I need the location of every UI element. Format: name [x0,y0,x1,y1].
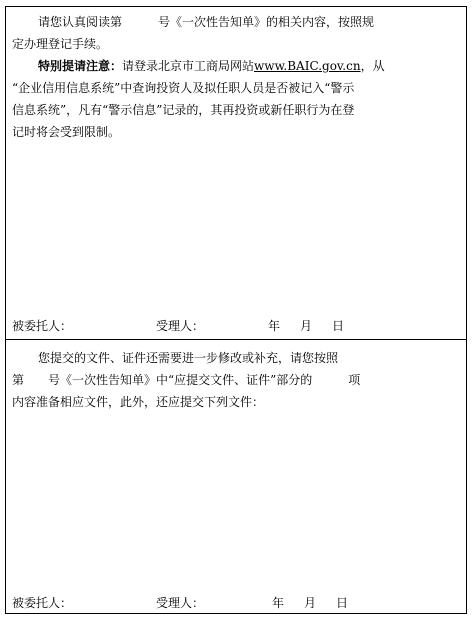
notice-line-6: 记时将会受到限制。 [12,125,121,139]
notice-line-4: “企业信用信息系统”中查询投资人及拟任职人员是否被记入“警示 [12,81,355,95]
supplement-line-3: 内容准备相应文件，此外，还应提交下列文件： [12,395,265,409]
delegate-label-2: 被委托人： [12,596,73,610]
notice-line-5: 信息系统”，凡有“警示信息”记录的，其再投资或新任职行为在登 [12,103,355,117]
supplement-line-2: 第 号《一次性告知单》中“应提交文件、证件”部分的 项 [12,373,361,387]
day-label: 日 [332,319,345,333]
supplement-line-1: 您提交的文件、证件还需要进一步修改或补充，请您按照 [38,351,339,365]
notice-line-1: 请您认真阅读第 号《一次性告知单》的相关内容，按照规 [38,15,375,29]
supplement-section [6,340,466,615]
month-label-2: 月 [304,596,317,610]
handler-label: 受理人： [156,319,205,333]
year-label: 年 [268,319,281,333]
reading-notice-section [6,7,466,339]
month-label: 月 [300,319,313,333]
special-notice-tail: ，从 [360,59,385,73]
notice-line-2: 定办理登记手续。 [12,37,109,51]
special-notice-line [12,55,473,77]
website-link[interactable]: www.BAIC.gov.cn [254,59,361,73]
day-label-2: 日 [336,596,349,610]
delegate-label: 被委托人： [12,319,73,333]
special-notice-text: 请登录北京市工商局网站 [122,59,255,73]
year-label-2: 年 [272,596,285,610]
handler-label-2: 受理人： [156,596,205,610]
special-notice-label: 特别提请注意： [38,59,123,73]
notice-form [5,6,467,614]
